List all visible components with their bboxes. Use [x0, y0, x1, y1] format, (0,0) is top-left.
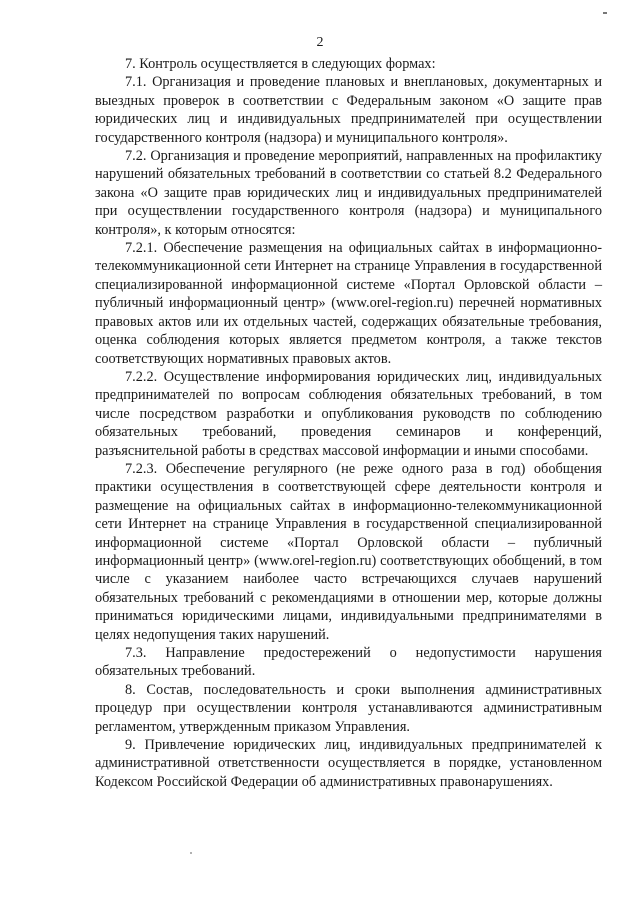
- paragraph-8: 8. Состав, последовательность и сроки выполнения административных процедур при осуществлении контроля устанавливаются административным регламентом, утвержденным приказом Управления.: [95, 681, 602, 735]
- paragraph-7-2: 7.2. Организация и проведение мероприятий, направленных на профилактику нарушений обязательных требований в соответствии со статьей 8.2 Федерального закона «О защите прав юридических лиц и индивидуальных предпринимателей при осуществлении государственного контроля (надзора) и муниципального контроля», к которым относятся:: [95, 148, 602, 238]
- paragraph-7-1: 7.1. Организация и проведение плановых и внеплановых, документарных и выездных проверок в соответствии с Федеральным законом «О защите прав юридических лиц и индивидуальных предпринимателей при осуществлении государственного контроля (надзора) и муниципального контроля».: [95, 74, 602, 146]
- scan-speck: [190, 852, 192, 854]
- document-body: [95, 55, 602, 791]
- page-number: 2: [316, 35, 324, 50]
- paragraph-7: 7. Контроль осуществляется в следующих формах:: [125, 56, 436, 72]
- paragraph-7-2-3: 7.2.3. Обеспечение регулярного (не реже одного раза в год) обобщения практики осуществления в соответствующей сфере деятельности контроля и размещение на официальных сайтах в информационно-телекоммуникационной сети Интернет на странице Управления в государственной специализированной информационной системе «Портал Орловской области – публичный информационный центр» (www.orel-region.ru) соответствующих обобщений, в том числе с указанием наиболее часто встречающихся случаев нарушений обязательных требований с рекомендациями в отношении мер, которые должны приниматься юридическими лицами, индивидуальными предпринимателями в целях недопущения таких нарушений.: [95, 460, 602, 643]
- paragraph-9: 9. Привлечение юридических лиц, индивидуальных предпринимателей к административной ответственности осуществляется в порядке, установленном Кодексом Российской Федерации об административных правонарушениях.: [95, 737, 602, 790]
- paragraph-7-2-2: 7.2.2. Осуществление информирования юридических лиц, индивидуальных предпринимателей по вопросам соблюдения обязательных требований, в том числе посредством разработки и опубликования руководств по соблюдению обязательных требований, проведения семинаров и конференций, разъяснительной работы в средствах массовой информации и иными способами.: [95, 368, 602, 459]
- paragraph-7-2-1: 7.2.1. Обеспечение размещения на официальных сайтах в информационно-телекоммуникационной сети Интернет на странице Управления в государственной специализированной информационной системе «Портал Орловской области – публичный информационный центр» (www.orel-region.ru) перечней нормативных правовых актов или их отдельных частей, содержащих обязательные требования, оценка соблюдения которых является предметом контроля, а также текстов соответствующих нормативных правовых актов.: [95, 240, 602, 367]
- scan-artifact: [603, 12, 607, 14]
- paragraph-7-3: 7.3. Направление предостережений о недопустимости нарушения обязательных требований.: [95, 645, 602, 680]
